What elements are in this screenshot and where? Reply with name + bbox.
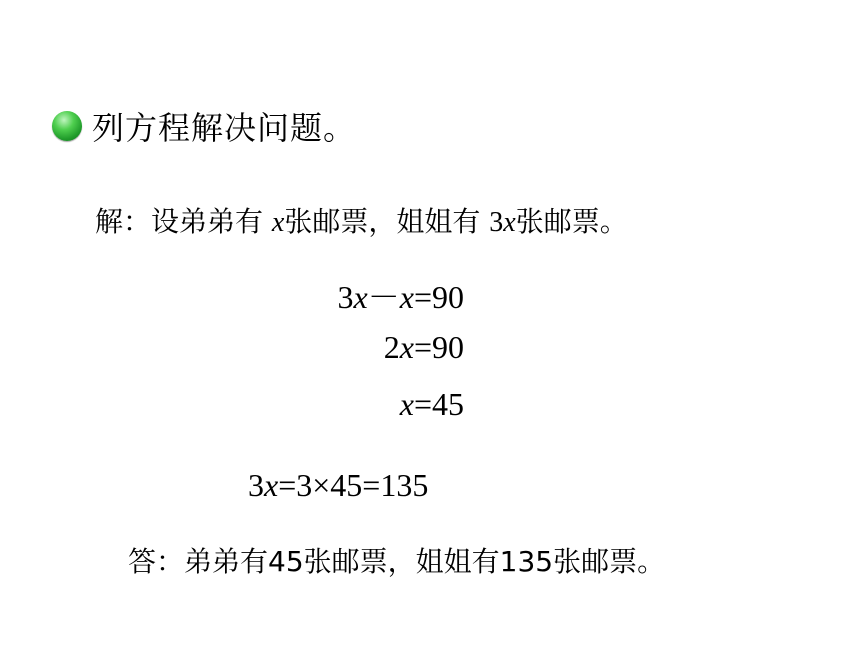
green-bullet-icon	[52, 111, 82, 141]
setup-variable-x-2: x	[503, 207, 516, 238]
answer-statement: 答：弟弟有45张邮票，姐姐有135张邮票。	[128, 545, 666, 578]
equation-3: x=45	[399, 386, 464, 422]
setup-text-2: 张邮票，姐姐有	[284, 205, 490, 238]
heading-title: 列方程解决问题。	[92, 109, 357, 147]
setup-text-1: 解：设弟弟有	[95, 205, 272, 238]
setup-text-3: 张邮票。	[515, 205, 628, 238]
equation-4: 3x=3×45=135	[248, 467, 429, 503]
setup-coefficient: 3	[489, 207, 504, 238]
solution-setup	[95, 200, 628, 240]
section-heading	[52, 104, 356, 148]
equation-2: 2x=90	[383, 329, 464, 365]
equation-1: 3x－x=90	[337, 279, 464, 315]
setup-variable-x: x	[271, 207, 285, 238]
